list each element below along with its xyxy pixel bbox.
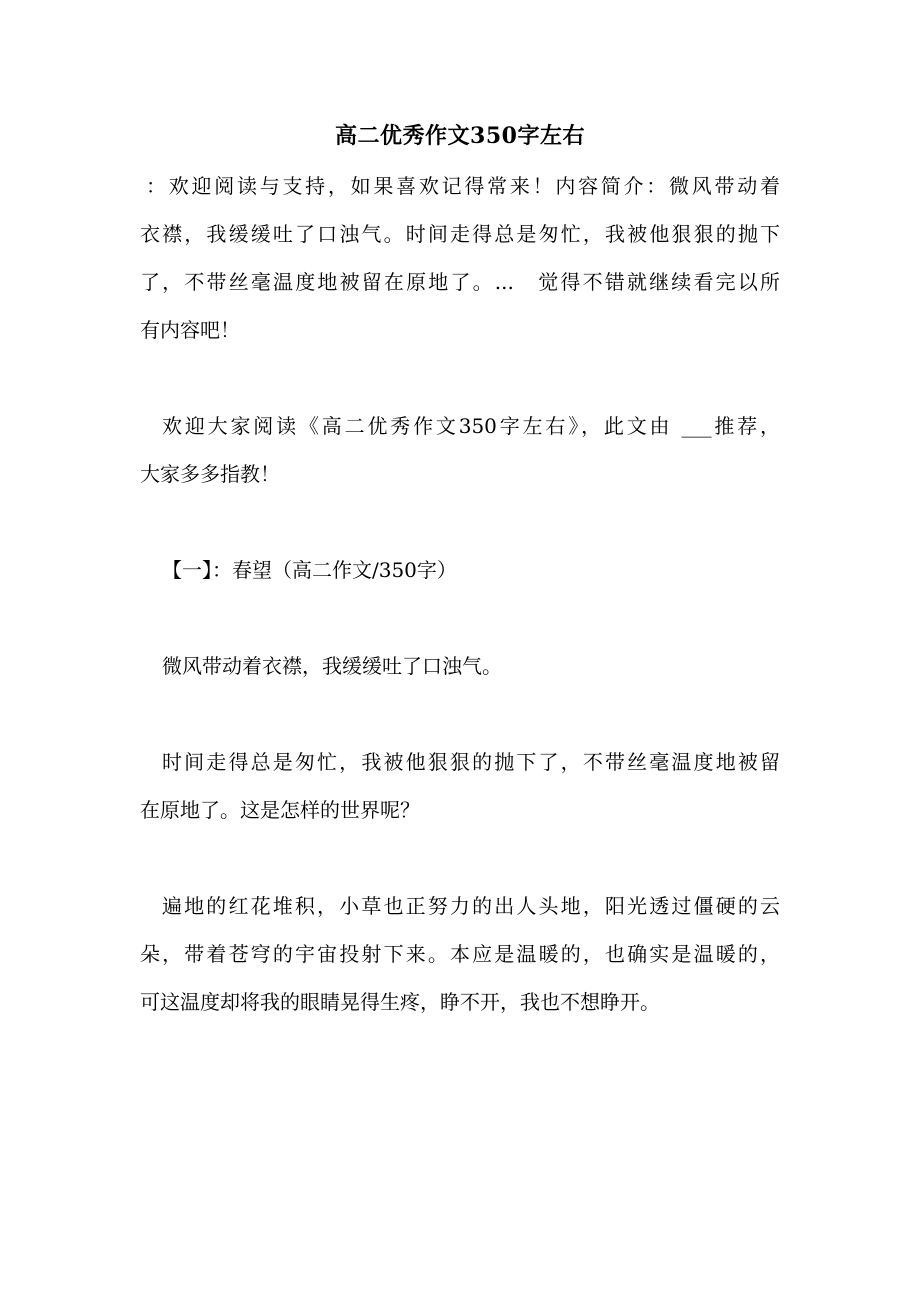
- intro-line-2: 衣襟，我缓缓吐了口浊气。时间走得总是匆忙，我被他狠狠的抛下: [140, 222, 780, 246]
- body-paragraph-2-line-2: 在原地了。这是怎样的世界呢？: [140, 798, 420, 822]
- body-paragraph-3-line-2: 朵，带着苍穹的宇宙投射下来。本应是温暖的，也确实是温暖的，: [140, 942, 780, 966]
- body-paragraph-3-line-3: 可这温度却将我的眼睛晃得生疼，睁不开，我也不想睁开。: [140, 990, 660, 1014]
- intro-line-3: 了，不带丝毫温度地被留在原地了。... 觉得不错就继续看完以所: [140, 270, 780, 294]
- recommend-line-2: 大家多多指教！: [140, 462, 280, 486]
- intro-line-4: 有内容吧！: [140, 318, 240, 342]
- body-paragraph-2-line-1: 时间走得总是匆忙，我被他狠狠的抛下了，不带丝毫温度地被留: [162, 750, 780, 774]
- intro-line-1: ：欢迎阅读与支持，如果喜欢记得常来！内容简介：微风带动着: [146, 174, 780, 198]
- body-paragraph-1-line-1: 微风带动着衣襟，我缓缓吐了口浊气。: [162, 654, 502, 678]
- section-heading: 【一】：春望（高二作文/350字）: [162, 558, 457, 582]
- body-paragraph-3-line-1: 遍地的红花堆积，小草也正努力的出人头地，阳光透过僵硬的云: [162, 894, 780, 918]
- document-title: 高二优秀作文350字左右: [335, 123, 585, 149]
- recommend-line-1: 欢迎大家阅读《高二优秀作文350字左右》，此文由 ___推荐，: [162, 414, 780, 438]
